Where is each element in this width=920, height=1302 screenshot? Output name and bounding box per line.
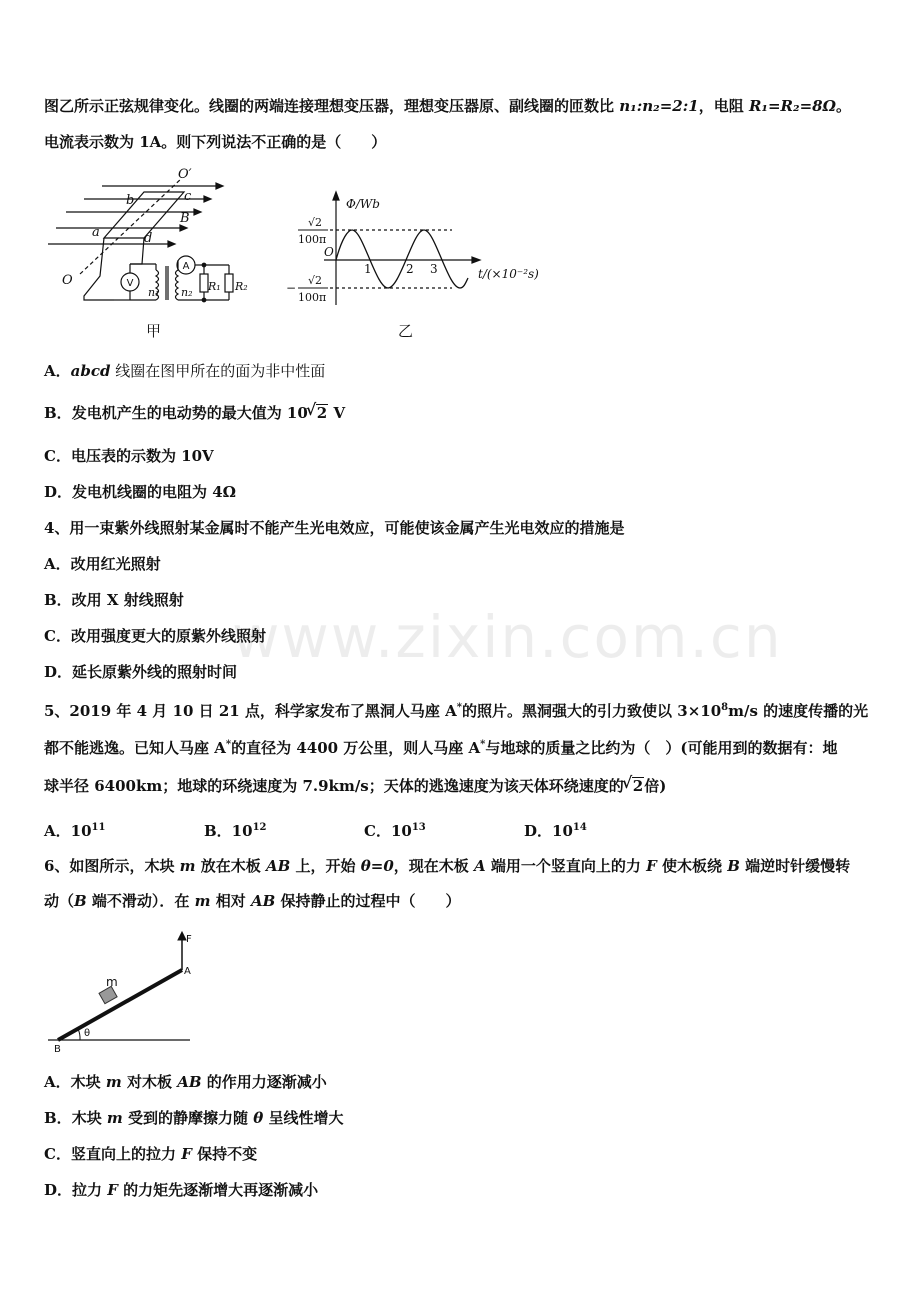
q5-text: 的照片。黑洞强大的引力致使以 3×10 [462, 702, 722, 720]
q6-text: 相对 [210, 892, 251, 910]
option-label: D． [44, 1181, 73, 1199]
voltmeter-symbol: V [126, 278, 134, 289]
q3-option-b [44, 402, 345, 424]
label-c: c [184, 189, 192, 204]
q6-text: 放在木板 [195, 857, 266, 875]
q3-coil-name: abcd [70, 362, 111, 380]
q6-option-b [44, 1107, 344, 1129]
q6-text: 使木板绕 [656, 857, 728, 875]
label-b: b [126, 193, 135, 208]
option-text: 电压表的示数为 10V [70, 447, 214, 465]
exponent: 14 [572, 822, 587, 833]
q5-option-c [364, 820, 426, 841]
exponent: 12 [252, 822, 267, 833]
q3-stem-line2: 电流表示数为 1A。则下列说法不正确的是（ ） [44, 133, 387, 151]
q6-text: 保持静止的过程中（ ） [275, 892, 461, 910]
option-unit: V [328, 404, 346, 422]
q5-stem-line1 [44, 697, 868, 722]
q6-stem-line1 [44, 855, 850, 877]
option-label: A．10 [44, 822, 92, 840]
q6-var-ab: AB [177, 1073, 202, 1091]
q4-stem: 4、用一束紫外线照射某金属时不能产生光电效应，可能使该金属产生光电效应的措施是 [44, 519, 625, 537]
option-text: 对木板 [121, 1073, 178, 1091]
sqrt-expression: √ 2 [632, 777, 644, 794]
label-R2: R₂ [235, 280, 248, 293]
label-end-A: A [184, 966, 191, 977]
option-label: C． [44, 447, 71, 465]
option-label: C． [44, 1145, 71, 1163]
superscript: 8 [721, 702, 729, 713]
option-text: 竖直向上的拉力 [70, 1145, 182, 1163]
graph-origin: O [324, 245, 334, 259]
option-text: 的力矩先逐渐增大再逐渐减小 [117, 1181, 319, 1199]
exponent: 13 [411, 822, 426, 833]
q6-var-m: m [179, 857, 196, 875]
superscript: * [480, 739, 486, 750]
label-R1: R₁ [208, 280, 221, 293]
label-force-F: F [186, 934, 192, 945]
option-text: 拉力 [72, 1181, 108, 1199]
q6-option-c [44, 1143, 257, 1165]
q5-option-d [524, 820, 587, 841]
q5-stem-line2 [44, 734, 838, 759]
q6-var-ab: AB [266, 857, 291, 875]
q6-var-a: A [474, 857, 486, 875]
ammeter-symbol: A [182, 261, 190, 272]
graph-tick-2: 2 [406, 262, 414, 276]
q6-option-d [44, 1179, 318, 1201]
q6-var-f: F [181, 1145, 192, 1163]
graph-ybot-sign: − [286, 281, 297, 295]
option-text: 木块 [70, 1073, 106, 1091]
label-angle-theta: θ [84, 1028, 91, 1039]
q5-text: 都不能逃逸。已知人马座 A [44, 739, 226, 757]
option-text: 线圈在图甲所在的面为非中性面 [110, 362, 326, 380]
option-label: A． [44, 1073, 71, 1091]
label-O: O [62, 273, 73, 288]
q6-var-m: m [194, 892, 211, 910]
option-text: 发电机线圈的电阻为 4Ω [72, 483, 237, 501]
option-label: B． [44, 1109, 72, 1127]
q3-stem-line1 [44, 95, 851, 117]
option-text: 保持不变 [191, 1145, 258, 1163]
q5-option-a [44, 820, 105, 841]
q6-text: 端逆时针缓慢转 [739, 857, 851, 875]
q5-text: 的直径为 4400 万公里，则人马座 A [231, 739, 481, 757]
q3-resistance: R₁=R₂=8Ω [748, 97, 836, 115]
q4-option-a: A．改用红光照射 [44, 555, 161, 573]
incline-board-figure [44, 928, 194, 1056]
superscript: * [456, 702, 463, 713]
q6-option-a [44, 1071, 327, 1093]
figure-caption-yi: 乙 [398, 322, 414, 340]
flux-time-graph [286, 190, 550, 340]
q6-theta: θ=0 [360, 857, 394, 875]
label-d: d [144, 231, 153, 246]
q3-option-d [44, 481, 236, 503]
option-text: 的作用力逐渐减小 [201, 1073, 327, 1091]
q3-option-a [44, 360, 325, 382]
q6-var-f: F [646, 857, 657, 875]
option-text: 木块 [71, 1109, 107, 1127]
q4-option-c: C．改用强度更大的原紫外线照射 [44, 627, 266, 645]
q3-text: 。 [835, 97, 851, 115]
q5-stem-line3 [44, 775, 666, 797]
option-label: B．10 [204, 822, 253, 840]
q5-text: 倍) [644, 777, 667, 795]
graph-ybot-den: 100π [298, 291, 327, 304]
option-label: A． [44, 362, 71, 380]
q6-var-b: B [727, 857, 740, 875]
q6-theta: θ [253, 1109, 264, 1127]
q6-stem-line2 [44, 890, 461, 912]
q3-text: 图乙所示正弦规律变化。线圈的两端连接理想变压器，理想变压器原、副线圈的匝数比 [44, 97, 620, 115]
q6-var-f: F [107, 1181, 118, 1199]
label-o-prime: O′ [178, 167, 192, 182]
label-B: B [180, 211, 190, 226]
graph-ylabel: Φ/Wb [346, 197, 380, 211]
figure-caption-jia: 甲 [146, 322, 162, 340]
graph-xlabel: t/(×10⁻²s) [478, 267, 539, 281]
label-mass-m: m [106, 975, 118, 989]
sqrt-expression: √ 2 [316, 404, 328, 421]
q3-turns-ratio: n₁:n₂=2:1 [619, 97, 699, 115]
watermark: www.zixin.com.cn [232, 603, 783, 671]
option-label: C．10 [364, 822, 412, 840]
q5-text: m/s 的速度传播的光 [728, 702, 869, 720]
option-label: B． [44, 404, 72, 422]
q6-var-b: B [74, 892, 87, 910]
graph-ybot-num: √2 [308, 274, 323, 287]
q5-text: 与地球的质量之比约为（ ）(可能用到的数据有：地 [485, 739, 838, 757]
label-end-B: B [54, 1044, 61, 1055]
q3-text: ，电阻 [698, 97, 749, 115]
exponent: 11 [91, 822, 106, 833]
generator-circuit-figure [44, 166, 264, 344]
q6-var-m: m [105, 1073, 122, 1091]
superscript: * [225, 739, 232, 750]
q6-var-ab: AB [250, 892, 276, 910]
q6-text: ，现在木板 [393, 857, 475, 875]
label-n1: n₁ [148, 286, 160, 299]
option-label: D．10 [524, 822, 573, 840]
q4-option-b: B．改用 X 射线照射 [44, 591, 184, 609]
q3-option-c [44, 445, 214, 467]
label-a: a [92, 225, 100, 240]
option-text: 呈线性增大 [263, 1109, 344, 1127]
q5-option-b [204, 820, 266, 841]
q5-text: 球半径 6400km；地球的环绕速度为 7.9km/s；天体的逃逸速度为该天体环绕速度的 [44, 777, 624, 795]
q6-var-m: m [106, 1109, 123, 1127]
q4-option-d: D．延长原紫外线的照射时间 [44, 663, 238, 681]
option-text: 受到的静摩擦力随 [122, 1109, 254, 1127]
graph-ytop-num: √2 [308, 216, 323, 229]
q6-text: 动（ [44, 892, 75, 910]
q6-text: 6、如图所示，木块 [44, 857, 180, 875]
q6-text: 端用一个竖直向上的力 [485, 857, 647, 875]
option-text: 发电机产生的电动势的最大值为 10 [71, 404, 308, 422]
q6-text: 上，开始 [290, 857, 361, 875]
q6-text: 端不滑动）．在 [86, 892, 195, 910]
option-label: D． [44, 483, 73, 501]
graph-ytop-den: 100π [298, 233, 327, 246]
graph-tick-3: 3 [430, 262, 438, 276]
label-n2: n₂ [181, 286, 193, 299]
q5-text: 5、2019 年 4 月 10 日 21 点，科学家发布了黑洞人马座 A [44, 702, 457, 720]
graph-tick-1: 1 [364, 262, 372, 276]
